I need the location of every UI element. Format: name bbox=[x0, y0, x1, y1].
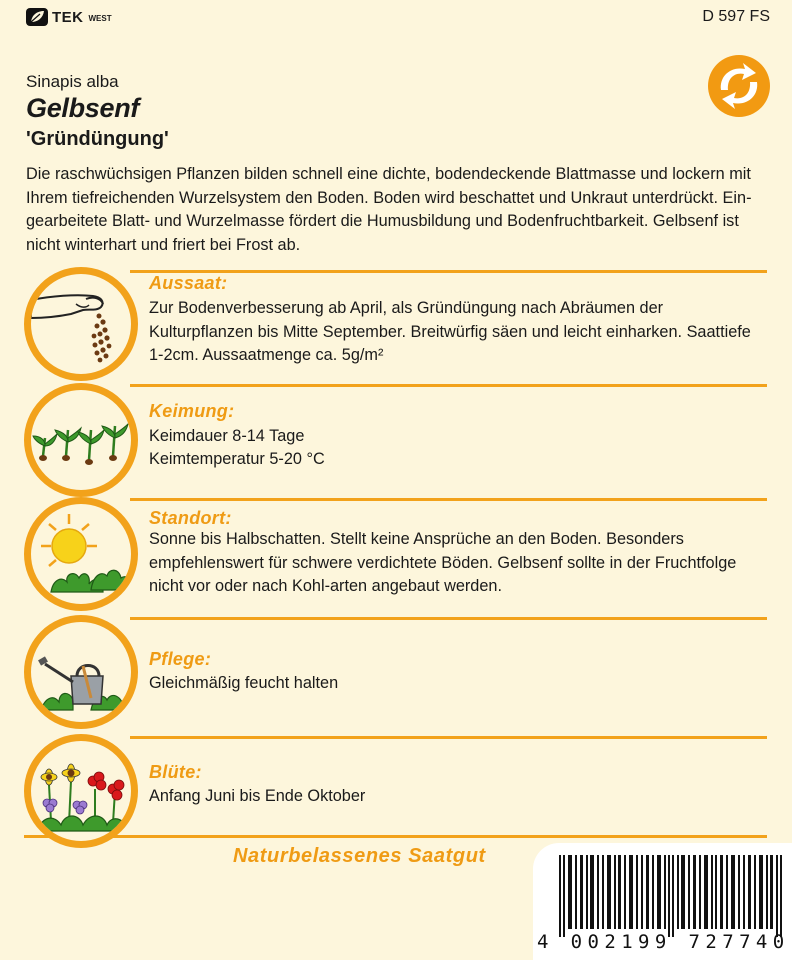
section-text-pflege: Gleichmäßig feucht halten bbox=[149, 674, 339, 692]
brand-name: TEK bbox=[52, 8, 84, 26]
footer-tagline: Naturbelassenes Saatgut bbox=[233, 845, 486, 867]
section-title-bluete: Blüte: bbox=[149, 762, 202, 782]
divider bbox=[130, 617, 767, 620]
plant-name: Gelbsenf bbox=[26, 93, 140, 123]
section-title-aussaat: Aussaat: bbox=[149, 273, 228, 293]
section-text-keimung-temperature: Keimtemperatur 5-20 °C bbox=[149, 450, 325, 468]
barcode bbox=[533, 843, 792, 960]
section-title-keimung: Keimung: bbox=[149, 401, 235, 421]
flowers-icon bbox=[24, 734, 138, 848]
product-code: D 597 FS bbox=[702, 8, 770, 25]
leaf-logo-icon bbox=[26, 8, 48, 26]
brand-logo bbox=[26, 8, 112, 26]
seedlings-icon bbox=[24, 383, 138, 497]
divider bbox=[24, 835, 767, 838]
barcode-number: 4 002199 727740 bbox=[537, 931, 790, 953]
divider bbox=[130, 384, 767, 387]
section-text-aussaat: Zur Bodenverbesserung ab April, als Gründüngung nach Abräumen der Kulturpflanzen bis Mitte September. Breitwürfig säen und leicht einharken. Saattiefe 1-2cm. Aussaatmenge ca. 5g/m² bbox=[149, 299, 751, 364]
recycle-icon bbox=[707, 54, 771, 118]
section-text-keimung-duration: Keimdauer 8-14 Tage bbox=[149, 427, 305, 445]
sowing-hand-icon bbox=[24, 267, 138, 381]
brand-suffix: WEST bbox=[88, 14, 112, 23]
watering-can-icon bbox=[24, 615, 138, 729]
barcode-bars bbox=[559, 855, 783, 937]
intro-text: Die raschwüchsigen Pflanzen bilden schnell eine dichte, bodendeckende Blattmasse und lockern mit Ihrem tiefreichenden Wurzelsystem den Boden. Boden wird beschattet und Unkraut unterdrückt. Ein-gearbeitete Blatt- und Wurzelmasse fördert die Humusbildung und Bodenfruchtbarkeit. Gelbsenf ist nicht winterhart und friert bei Frost ab. bbox=[26, 165, 752, 254]
section-title-pflege: Pflege: bbox=[149, 649, 212, 669]
latin-name: Sinapis alba bbox=[26, 72, 119, 91]
variety-name: 'Gründüngung' bbox=[26, 128, 169, 150]
divider bbox=[130, 736, 767, 739]
section-title-standort: Standort: bbox=[149, 508, 232, 528]
section-text-standort: Sonne bis Halbschatten. Stellt keine Ansprüche an den Boden. Besonders empfehlenswert für schwere verdichtete Böden. Gelbsenf sollte in der Fruchtfolge nicht vor oder nach Kohl-arten angebaut werden. bbox=[149, 530, 737, 595]
section-text-bluete: Anfang Juni bis Ende Oktober bbox=[149, 787, 366, 805]
sun-plants-icon bbox=[24, 497, 138, 611]
divider bbox=[130, 498, 767, 501]
